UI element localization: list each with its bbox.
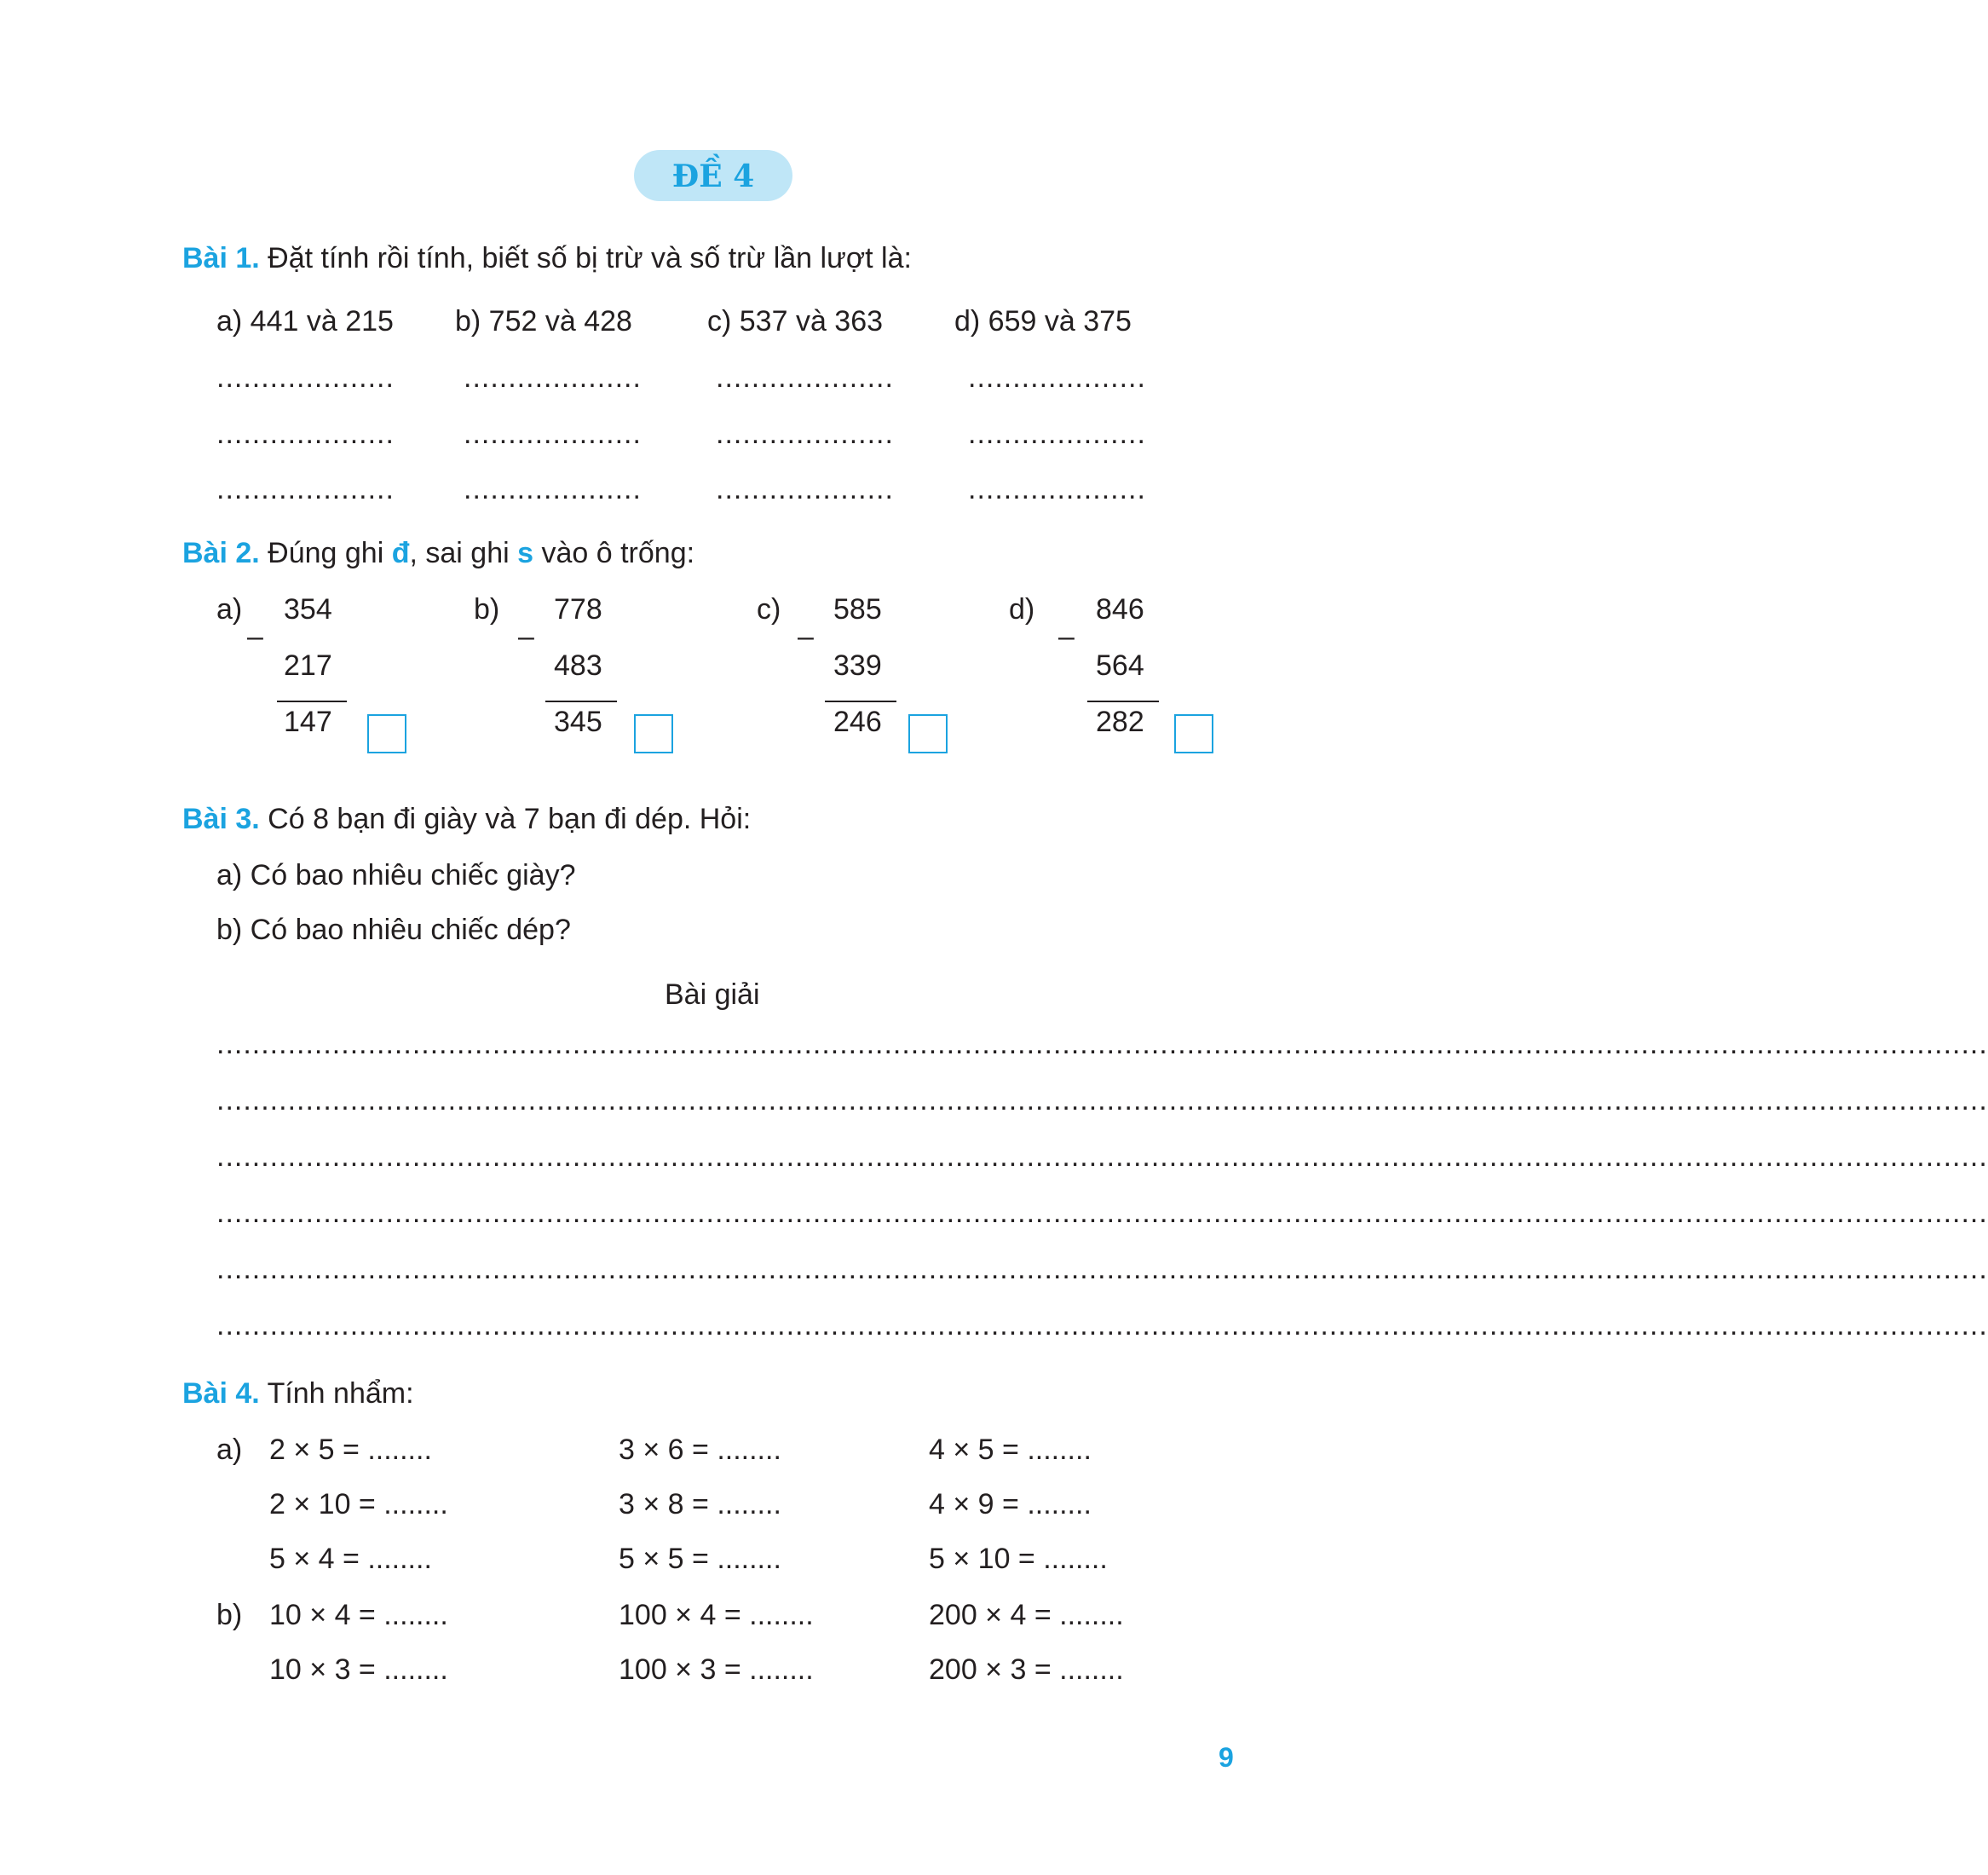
page-number: 9 xyxy=(1219,1742,1234,1773)
solution-line[interactable]: ....................................................................................................................................................................................................... xyxy=(216,1028,1988,1060)
answer-dots[interactable]: .................... xyxy=(464,361,642,394)
bai3-text: Có 8 bạn đi giày và 7 bạn đi dép. Hỏi: xyxy=(268,803,752,835)
answer-dots[interactable]: .................... xyxy=(716,361,894,394)
subtrahend: 564 xyxy=(1096,649,1144,682)
subtrahend: 217 xyxy=(284,649,332,682)
minus-sign: – xyxy=(1058,620,1075,653)
difference: 147 xyxy=(284,706,332,738)
calc-item: 2 × 5 = ........ xyxy=(269,1434,432,1466)
minus-sign: – xyxy=(247,620,263,653)
answer-dots[interactable]: .................... xyxy=(464,418,642,450)
bai1-heading xyxy=(182,242,912,275)
calc-item: 4 × 5 = ........ xyxy=(929,1434,1092,1466)
calc-item: 200 × 4 = ........ xyxy=(929,1599,1124,1631)
answer-box[interactable] xyxy=(1174,714,1213,753)
answer-box[interactable] xyxy=(908,714,948,753)
exam-title: ĐỀ 4 xyxy=(634,150,792,201)
problem-label: c) xyxy=(757,593,781,626)
answer-dots[interactable]: .................... xyxy=(716,418,894,450)
calc-item: 10 × 3 = ........ xyxy=(269,1653,448,1686)
calc-item: 100 × 4 = ........ xyxy=(619,1599,814,1631)
calc-item: 100 × 3 = ........ xyxy=(619,1653,814,1686)
bai1-item-d: d) 659 và 375 xyxy=(954,305,1132,338)
problem-label: d) xyxy=(1009,593,1035,626)
bai2-text-before: Đúng ghi xyxy=(268,537,392,569)
answer-dots[interactable]: .................... xyxy=(464,473,642,505)
answer-dots[interactable]: .................... xyxy=(968,418,1146,450)
bai4-label: Bài 4. xyxy=(182,1377,260,1410)
answer-dots[interactable]: .................... xyxy=(216,361,395,394)
calc-item: 200 × 3 = ........ xyxy=(929,1653,1124,1686)
minuend: 778 xyxy=(554,593,602,626)
answer-box[interactable] xyxy=(367,714,406,753)
minuend: 585 xyxy=(833,593,882,626)
bai4-text: Tính nhẩm: xyxy=(267,1377,414,1410)
divider-line xyxy=(277,701,347,702)
answer-dots[interactable]: .................... xyxy=(216,418,395,450)
divider-line xyxy=(1087,701,1159,702)
calc-item: 4 × 9 = ........ xyxy=(929,1488,1092,1520)
solution-line[interactable]: ....................................................................................................................................................................................................... xyxy=(216,1309,1988,1341)
bai2-s-letter: s xyxy=(517,537,534,569)
calc-item: 5 × 10 = ........ xyxy=(929,1543,1108,1575)
bai3-question-a: a) Có bao nhiêu chiếc giày? xyxy=(216,859,576,891)
bai2-heading xyxy=(182,537,694,570)
bai4-heading xyxy=(182,1377,414,1411)
minus-sign: – xyxy=(798,620,814,653)
calc-item: 5 × 4 = ........ xyxy=(269,1543,432,1575)
solution-title: Bài giải xyxy=(665,978,760,1011)
bai1-item-c: c) 537 và 363 xyxy=(707,305,884,338)
bai3-question-b: b) Có bao nhiêu chiếc dép? xyxy=(216,914,571,946)
minuend: 354 xyxy=(284,593,332,626)
minuend: 846 xyxy=(1096,593,1144,626)
solution-line[interactable]: ....................................................................................................................................................................................................... xyxy=(216,1140,1988,1173)
answer-dots[interactable]: .................... xyxy=(716,473,894,505)
bai1-item-b: b) 752 và 428 xyxy=(455,305,632,338)
answer-dots[interactable]: .................... xyxy=(968,473,1146,505)
bai3-label: Bài 3. xyxy=(182,803,260,835)
solution-line[interactable]: ....................................................................................................................................................................................................... xyxy=(216,1084,1988,1116)
answer-dots[interactable]: .................... xyxy=(968,361,1146,394)
difference: 282 xyxy=(1096,706,1144,738)
calc-item: 10 × 4 = ........ xyxy=(269,1599,448,1631)
bai1-label: Bài 1. xyxy=(182,242,260,274)
bai3-heading xyxy=(182,803,751,836)
problem-label: b) xyxy=(474,593,500,626)
bai2-text-middle: , sai ghi xyxy=(409,537,518,569)
divider-line xyxy=(545,701,617,702)
solution-line[interactable]: ....................................................................................................................................................................................................... xyxy=(216,1197,1988,1229)
calc-item: 3 × 6 = ........ xyxy=(619,1434,781,1466)
calc-item: 5 × 5 = ........ xyxy=(619,1543,781,1575)
subtrahend: 483 xyxy=(554,649,602,682)
answer-dots[interactable]: .................... xyxy=(216,473,395,505)
bai2-d-letter: đ xyxy=(391,537,410,569)
bai2-label: Bài 2. xyxy=(182,537,260,569)
difference: 246 xyxy=(833,706,882,738)
problem-label: a) xyxy=(216,593,243,626)
bai1-item-a: a) 441 và 215 xyxy=(216,305,394,338)
answer-box[interactable] xyxy=(634,714,673,753)
divider-line xyxy=(825,701,896,702)
bai2-text-after: vào ô trống: xyxy=(533,537,695,569)
calc-item: 3 × 8 = ........ xyxy=(619,1488,781,1520)
solution-line[interactable]: ....................................................................................................................................................................................................... xyxy=(216,1253,1988,1285)
bai1-text: Đặt tính rồi tính, biết số bị trừ và số trừ lần lượt là: xyxy=(268,242,912,274)
difference: 345 xyxy=(554,706,602,738)
subtrahend: 339 xyxy=(833,649,882,682)
bai4-part-a-label: a) xyxy=(216,1434,243,1466)
bai4-part-b-label: b) xyxy=(216,1599,243,1631)
minus-sign: – xyxy=(518,620,534,653)
calc-item: 2 × 10 = ........ xyxy=(269,1488,448,1520)
